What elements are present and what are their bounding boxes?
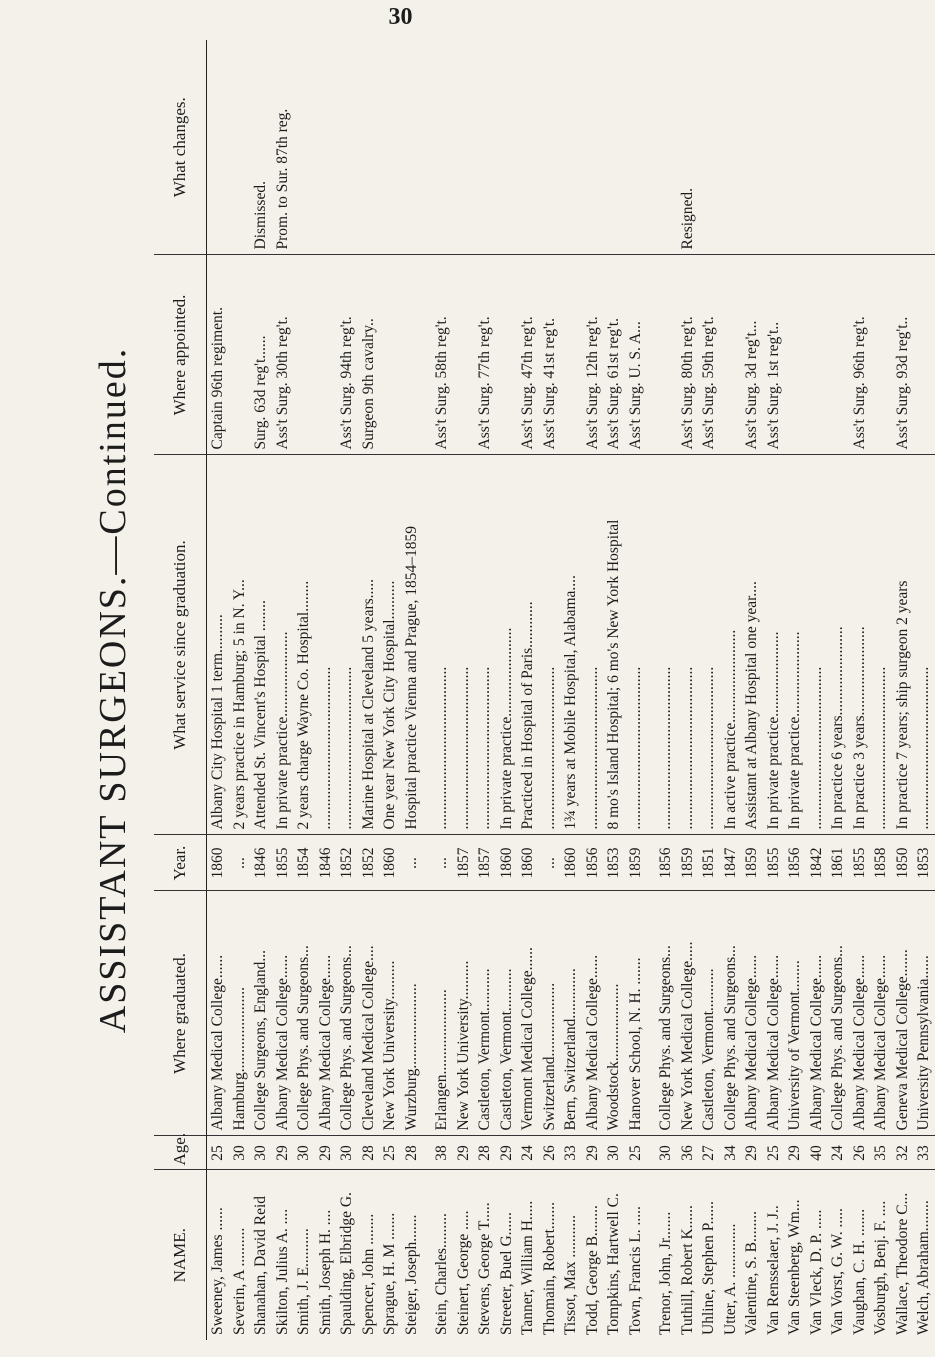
cell-year: 1860 [379, 835, 401, 891]
cell-where-appointed: Ass't Surg. 61st reg't. [603, 255, 625, 455]
cell-age: 25 [207, 1136, 229, 1170]
cell-service: .......................................... [625, 455, 647, 835]
cell-name: Severin, A .......... [229, 1170, 251, 1340]
table-row [677, 40, 699, 1340]
cell-where-graduated: Erlangen...................... [422, 891, 453, 1136]
cell-changes [336, 40, 358, 255]
cell-where-graduated: New York University.......... [379, 891, 401, 1136]
cell-where-appointed [315, 255, 337, 455]
cell-name: Trenor, John, Jr....... [646, 1170, 677, 1340]
cell-changes [870, 40, 892, 255]
table-row [870, 40, 892, 1340]
cell-where-appointed [560, 255, 582, 455]
cell-where-graduated: Vermont Medical College...... [517, 891, 539, 1136]
cell-age: 30 [250, 1136, 272, 1170]
cell-name: Stein, Charles......... [422, 1170, 453, 1340]
cell-name: Tanner, William H..... [517, 1170, 539, 1340]
page-heading: ASSISTANT SURGEONS.—Continued. [92, 346, 134, 1034]
table-row [272, 40, 294, 1340]
table-row [207, 40, 229, 1340]
cell-service: In private practice...................... [784, 455, 806, 835]
cell-where-appointed: Captain 96th regiment. [207, 255, 229, 455]
cell-age: 24 [517, 1136, 539, 1170]
cell-year: 1859 [625, 835, 647, 891]
col-header-year: Year. [154, 835, 207, 891]
cell-name: Town, Francis L. ..... [625, 1170, 647, 1340]
table-row [625, 40, 647, 1340]
cell-name: Sweeney, James ...... [207, 1170, 229, 1340]
cell-name: Stevens, George T..... [474, 1170, 496, 1340]
cell-name: Vosburgh, Benj. F. .... [870, 1170, 892, 1340]
cell-name: Skilton, Julius A. .... [272, 1170, 294, 1340]
cell-year: 1853 [603, 835, 625, 891]
cell-name: Uhline, Stephen P...... [698, 1170, 720, 1340]
table-row [358, 40, 380, 1340]
cell-age: 29 [496, 1136, 518, 1170]
cell-age: 26 [849, 1136, 871, 1170]
cell-changes [741, 40, 763, 255]
cell-where-graduated: College Phys. and Surgeons... [827, 891, 849, 1136]
cell-where-appointed: Ass't Surg. 41st reg't. [539, 255, 561, 455]
cell-age: 33 [560, 1136, 582, 1170]
cell-age: 30 [229, 1136, 251, 1170]
cell-year: 1855 [272, 835, 294, 891]
cell-changes [603, 40, 625, 255]
cell-where-graduated: Albany Medical College...... [763, 891, 785, 1136]
cell-where-appointed: Ass't Surg. 93d reg't.. [892, 255, 914, 455]
cell-where-graduated: University Pennsylvania...... [913, 891, 935, 1136]
cell-service: .......................................... [453, 455, 475, 835]
table-row [698, 40, 720, 1340]
table-row [913, 40, 935, 1340]
table-row [849, 40, 871, 1340]
table-row [741, 40, 763, 1340]
cell-age: 25 [763, 1136, 785, 1170]
cell-service: 2 years practice in Hamburg; 5 in N. Y... [229, 455, 251, 835]
cell-year: ... [229, 835, 251, 891]
cell-name: Wallace, Theodore C... [892, 1170, 914, 1340]
cell-where-appointed: Ass't Surg. 80th reg't. [677, 255, 699, 455]
table-row [315, 40, 337, 1340]
cell-name: Smith, J. E.......... [293, 1170, 315, 1340]
table-row [603, 40, 625, 1340]
cell-where-graduated: College Phys. and Surgeons... [336, 891, 358, 1136]
cell-year: 1850 [892, 835, 914, 891]
cell-age: 29 [582, 1136, 604, 1170]
cell-where-appointed [496, 255, 518, 455]
cell-age: 25 [625, 1136, 647, 1170]
cell-changes [827, 40, 849, 255]
cell-year: 1861 [827, 835, 849, 891]
cell-changes [582, 40, 604, 255]
cell-age: 34 [720, 1136, 742, 1170]
cell-year: ... [401, 835, 423, 891]
cell-service: In active practice........................ [720, 455, 742, 835]
cell-service: .......................................... [913, 455, 935, 835]
table-row [496, 40, 518, 1340]
cell-service: In private practice...................... [763, 455, 785, 835]
cell-service: .......................................... [336, 455, 358, 835]
cell-where-appointed [806, 255, 828, 455]
cell-name: Smith, Joseph H. .... [315, 1170, 337, 1340]
cell-age: 33 [913, 1136, 935, 1170]
cell-where-graduated: Hamburg...................... [229, 891, 251, 1136]
cell-year: ... [539, 835, 561, 891]
cell-where-graduated: Albany Medical College...... [741, 891, 763, 1136]
cell-where-appointed [870, 255, 892, 455]
cell-age: 30 [646, 1136, 677, 1170]
cell-age: 26 [539, 1136, 561, 1170]
cell-where-appointed: Ass't Surg. 96th reg't. [849, 255, 871, 455]
cell-name: Van Rensselaer, J. J.. [763, 1170, 785, 1340]
cell-changes [698, 40, 720, 255]
cell-year: 1855 [763, 835, 785, 891]
cell-where-appointed [379, 255, 401, 455]
cell-where-graduated: Geneva Medical College....... [892, 891, 914, 1136]
cell-age: 29 [315, 1136, 337, 1170]
cell-name: Steiger, Joseph....... [401, 1170, 423, 1340]
cell-where-appointed: Ass't Surg. U. S. A... [625, 255, 647, 455]
cell-name: Van Steenberg, Wm... [784, 1170, 806, 1340]
cell-where-graduated: Woodstock.................... [603, 891, 625, 1136]
cell-where-appointed [453, 255, 475, 455]
cell-year: 1860 [517, 835, 539, 891]
cell-where-graduated: College Phys. and Surgeons... [646, 891, 677, 1136]
cell-changes [720, 40, 742, 255]
cell-age: 30 [293, 1136, 315, 1170]
table-row [720, 40, 742, 1340]
cell-where-graduated: Albany Medical College...... [315, 891, 337, 1136]
cell-changes [560, 40, 582, 255]
cell-where-graduated: Albany Medical College...... [870, 891, 892, 1136]
cell-where-graduated: Albany Medical College...... [272, 891, 294, 1136]
cell-name: Todd, George B........ [582, 1170, 604, 1340]
col-header-changes: What changes. [154, 40, 207, 255]
cell-age: 28 [474, 1136, 496, 1170]
cell-changes [517, 40, 539, 255]
cell-year: 1859 [741, 835, 763, 891]
cell-year: 1854 [293, 835, 315, 891]
cell-where-graduated: Castleton, Vermont........... [474, 891, 496, 1136]
table-row [336, 40, 358, 1340]
cell-age: 32 [892, 1136, 914, 1170]
cell-year: 1856 [784, 835, 806, 891]
cell-changes [892, 40, 914, 255]
cell-year: 1852 [336, 835, 358, 891]
cell-year: 1853 [913, 835, 935, 891]
cell-where-graduated: Albany Medical College...... [849, 891, 871, 1136]
cell-name: Spencer, John ........ [358, 1170, 380, 1340]
cell-name: Vaughan, C. H. ....... [849, 1170, 871, 1340]
cell-where-graduated: Hanover School, N. H. ....... [625, 891, 647, 1136]
cell-name: Shanahan, David Reid [250, 1170, 272, 1340]
cell-service: 1¾ years at Mobile Hospital, Alabama.... [560, 455, 582, 835]
cell-changes [784, 40, 806, 255]
cell-where-appointed [720, 255, 742, 455]
table-row [229, 40, 251, 1340]
cell-name: Valentine, S. B........ [741, 1170, 763, 1340]
cell-where-appointed [229, 255, 251, 455]
page-number: 30 [388, 4, 413, 30]
col-header-age: Age. [154, 1136, 207, 1170]
cell-where-graduated: College Phys. and Surgeons... [720, 891, 742, 1136]
cell-year: 1856 [582, 835, 604, 891]
cell-where-graduated: Albany Medical College...... [207, 891, 229, 1136]
cell-year: 1856 [646, 835, 677, 891]
table-row [517, 40, 539, 1340]
cell-service: Assistant at Albany Hospital one year.... [741, 455, 763, 835]
cell-changes [913, 40, 935, 255]
table-body [207, 40, 935, 1340]
cell-where-graduated: College Surgeons, England... [250, 891, 272, 1136]
cell-changes [763, 40, 785, 255]
cell-service: .......................................... [806, 455, 828, 835]
cell-where-appointed [827, 255, 849, 455]
table-row [474, 40, 496, 1340]
cell-changes [379, 40, 401, 255]
cell-changes [422, 40, 453, 255]
cell-name: Van Vorst, G. W. ..... [827, 1170, 849, 1340]
cell-where-graduated: Albany Medical College...... [582, 891, 604, 1136]
cell-changes [474, 40, 496, 255]
cell-where-appointed [646, 255, 677, 455]
cell-service: One year New York City Hospital.......... [379, 455, 401, 835]
cell-name: Tuthill, Robert K...... [677, 1170, 699, 1340]
cell-where-appointed: Ass't Surg. 58th reg't. [422, 255, 453, 455]
cell-name: Welch, Abraham........ [913, 1170, 935, 1340]
cell-year: 1846 [250, 835, 272, 891]
col-header-where-appointed: Where appointed. [154, 255, 207, 455]
cell-where-appointed [293, 255, 315, 455]
cell-changes [539, 40, 561, 255]
table-row [453, 40, 475, 1340]
cell-service: .......................................... [646, 455, 677, 835]
cell-changes [315, 40, 337, 255]
cell-age: 29 [741, 1136, 763, 1170]
cell-age: 29 [784, 1136, 806, 1170]
cell-where-appointed: Ass't Surg. 12th reg't. [582, 255, 604, 455]
cell-changes [806, 40, 828, 255]
cell-service: .......................................... [539, 455, 561, 835]
cell-where-appointed [784, 255, 806, 455]
cell-age: 40 [806, 1136, 828, 1170]
cell-where-graduated: Switzerland................... [539, 891, 561, 1136]
cell-year: 1851 [698, 835, 720, 891]
cell-year: 1852 [358, 835, 380, 891]
cell-where-appointed: Ass't Surg. 30th reg't. [272, 255, 294, 455]
cell-service: Hospital practice Vienna and Prague, 1854–1859 [401, 455, 423, 835]
cell-where-graduated: Bern, Switzerland............. [560, 891, 582, 1136]
cell-service: .......................................... [870, 455, 892, 835]
cell-changes [293, 40, 315, 255]
cell-where-graduated: New York Medical College..... [677, 891, 699, 1136]
table-row [560, 40, 582, 1340]
cell-where-appointed: Ass't Surg. 59th reg't. [698, 255, 720, 455]
table-row [539, 40, 561, 1340]
table-row [379, 40, 401, 1340]
cell-name: Tissot, Max ........... [560, 1170, 582, 1340]
cell-age: 30 [336, 1136, 358, 1170]
cell-age: 35 [870, 1136, 892, 1170]
cell-age: 36 [677, 1136, 699, 1170]
cell-service: Attended St. Vincent's Hospital ........ [250, 455, 272, 835]
cell-changes [207, 40, 229, 255]
cell-age: 28 [401, 1136, 423, 1170]
cell-year: ... [422, 835, 453, 891]
cell-where-graduated: Albany Medical College...... [806, 891, 828, 1136]
cell-service: In private practice....................... [496, 455, 518, 835]
cell-service: .......................................... [582, 455, 604, 835]
table-row [763, 40, 785, 1340]
cell-age: 29 [272, 1136, 294, 1170]
col-header-where-graduated: Where graduated. [154, 891, 207, 1136]
cell-service: In private practice...................... [272, 455, 294, 835]
cell-name: Streeter, Buel G...... [496, 1170, 518, 1340]
cell-where-appointed: Ass't Surg. 77th reg't. [474, 255, 496, 455]
table-row [646, 40, 677, 1340]
cell-where-appointed: Surg. 63d reg't...... [250, 255, 272, 455]
cell-where-appointed: Ass't Surg. 3d reg't... [741, 255, 763, 455]
cell-year: 1860 [496, 835, 518, 891]
table-row [293, 40, 315, 1340]
cell-where-appointed [401, 255, 423, 455]
cell-where-appointed: Ass't Surg. 1st reg't.. [763, 255, 785, 455]
cell-name: Van Vleck, D. P. ..... [806, 1170, 828, 1340]
cell-year: 1846 [315, 835, 337, 891]
cell-year: 1857 [453, 835, 475, 891]
col-header-service: What service since graduation. [154, 455, 207, 835]
cell-where-graduated: College Phys. and Surgeons... [293, 891, 315, 1136]
cell-where-graduated: Cleveland Medical College.... [358, 891, 380, 1136]
cell-year: 1847 [720, 835, 742, 891]
cell-age: 29 [453, 1136, 475, 1170]
table-row [827, 40, 849, 1340]
cell-service: .......................................... [474, 455, 496, 835]
cell-where-appointed: Ass't Surg. 94th reg't. [336, 255, 358, 455]
cell-name: Tompkins, Hartwell C. [603, 1170, 625, 1340]
cell-age: 24 [827, 1136, 849, 1170]
cell-changes [646, 40, 677, 255]
cell-changes: Prom. to Sur. 87th reg. [273, 108, 291, 250]
cell-name: Utter, A. .............. [720, 1170, 742, 1340]
cell-age: 27 [698, 1136, 720, 1170]
cell-age: 30 [603, 1136, 625, 1170]
cell-changes [496, 40, 518, 255]
table-row [582, 40, 604, 1340]
cell-service: Practiced in Hospital of Paris............ [517, 455, 539, 835]
table-row [422, 40, 453, 1340]
cell-changes [453, 40, 475, 255]
cell-where-appointed: Surgeon 9th cavalry.. [358, 255, 380, 455]
cell-changes: Dismissed. [252, 181, 269, 250]
cell-service: .......................................... [422, 455, 453, 835]
cell-where-graduated: New York University.......... [453, 891, 475, 1136]
assistant-surgeons-table [154, 40, 935, 1340]
cell-year: 1859 [677, 835, 699, 891]
cell-year: 1855 [849, 835, 871, 891]
cell-changes: Resigned. [678, 187, 696, 250]
cell-changes [358, 40, 380, 255]
cell-name: Spaulding, Elbridge G. [336, 1170, 358, 1340]
table-row [806, 40, 828, 1340]
cell-service: .......................................... [677, 455, 699, 835]
cell-name: Steinert, George ..... [453, 1170, 475, 1340]
table-row [250, 40, 272, 1340]
cell-year: 1857 [474, 835, 496, 891]
cell-service: In practice 3 years....................... [849, 455, 871, 835]
cell-service: Marine Hospital at Cleveland 5 years..... [358, 455, 380, 835]
cell-where-graduated: University of Vermont........ [784, 891, 806, 1136]
cell-year: 1842 [806, 835, 828, 891]
cell-changes [849, 40, 871, 255]
table-row [892, 40, 914, 1340]
col-header-name: NAME. [154, 1170, 207, 1340]
rotated-page [80, 40, 932, 1340]
cell-year: 1858 [870, 835, 892, 891]
cell-service: Albany City Hospital 1 term.......... [207, 455, 229, 835]
cell-service: .......................................... [315, 455, 337, 835]
cell-changes [625, 40, 647, 255]
table-row [784, 40, 806, 1340]
cell-where-appointed [913, 255, 935, 455]
cell-changes [229, 40, 251, 255]
cell-age: 25 [379, 1136, 401, 1170]
cell-where-appointed: Ass't Surg. 47th reg't. [517, 255, 539, 455]
cell-year: 1860 [207, 835, 229, 891]
cell-name: Sprague, H. M ....... [379, 1170, 401, 1340]
cell-where-graduated: Castleton, Vermont........... [698, 891, 720, 1136]
table-row [401, 40, 423, 1340]
cell-service: 2 years charge Wayne Co. Hospital........ [293, 455, 315, 835]
cell-service: In practice 6 years....................... [827, 455, 849, 835]
cell-where-graduated: Castleton, Vermont........... [496, 891, 518, 1136]
header-row [154, 40, 207, 1340]
cell-service: In practice 7 years; ship surgeon 2 years [892, 455, 914, 835]
cell-name: Thomain, Robert....... [539, 1170, 561, 1340]
cell-service: 8 mo's Island Hospital; 6 mo's New York Hospital [603, 455, 625, 835]
cell-where-graduated: Wurzburg...................... [401, 891, 423, 1136]
cell-age: 38 [422, 1136, 453, 1170]
cell-year: 1860 [560, 835, 582, 891]
cell-service: .......................................... [698, 455, 720, 835]
cell-changes [401, 40, 423, 255]
cell-age: 28 [358, 1136, 380, 1170]
